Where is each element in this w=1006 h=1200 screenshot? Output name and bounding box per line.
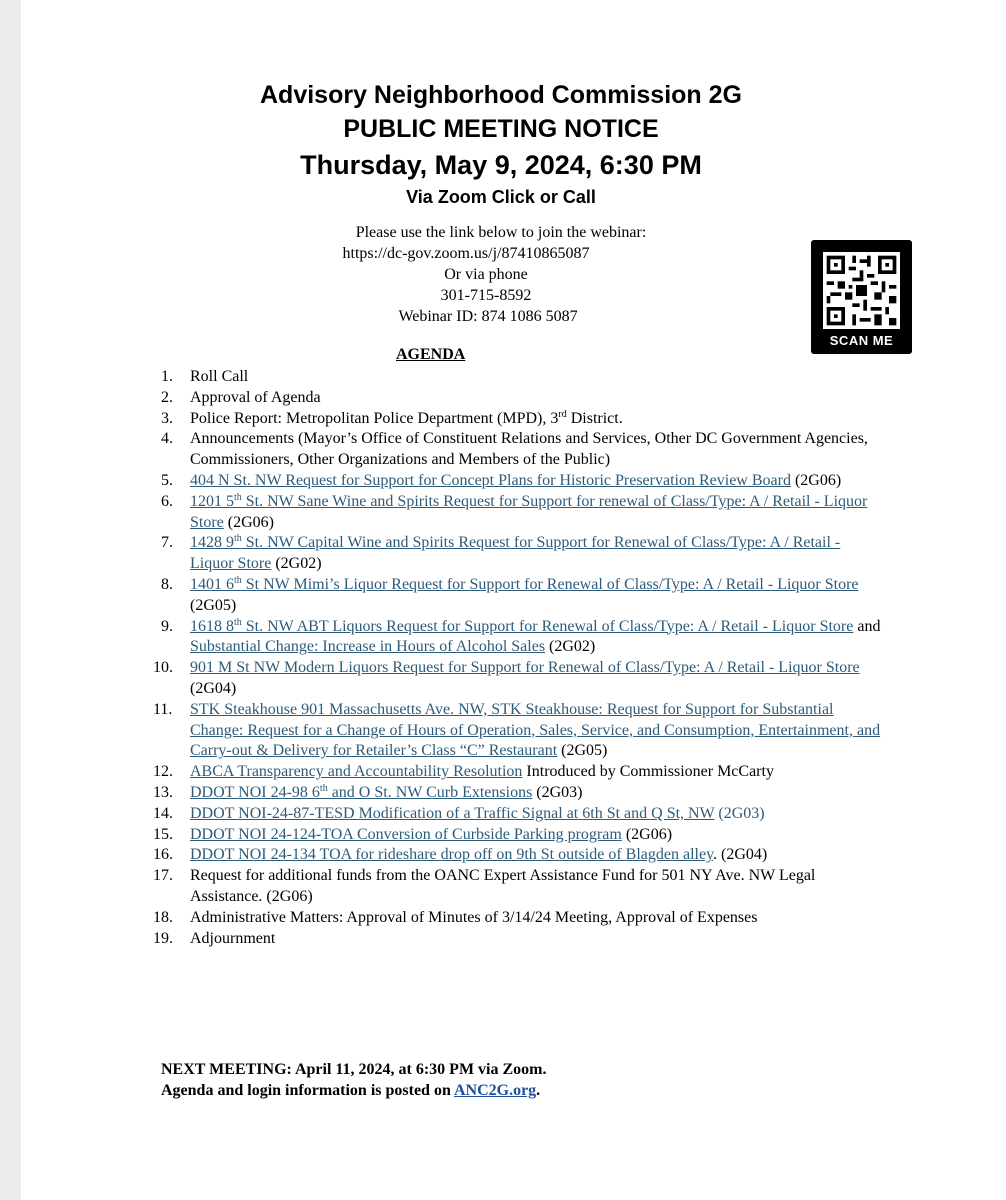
agenda-item	[153, 825, 881, 846]
modern-liquors-link[interactable]: 901 M St NW Modern Liquors Request for Support for Renewal of Class/Type: A / Retail - Liquor Store	[190, 659, 860, 677]
ordinal-suffix: rd	[558, 408, 567, 420]
item-text: Announcements (Mayor’s Office of Constituent Relations and Services, Other DC Government Agencies, Commissioners, Other Organizations and Members of the Public)	[190, 430, 868, 469]
sane-wine-link[interactable]	[190, 493, 867, 531]
item-text: (2G02)	[545, 638, 596, 656]
posted-period: .	[536, 1082, 541, 1099]
item-ward-code[interactable]: (2G03)	[718, 804, 765, 822]
link-text: 1428 9	[190, 534, 234, 552]
scan-me-label: SCAN ME	[829, 333, 894, 348]
agenda-item	[153, 929, 881, 950]
link-text: 1401 6	[190, 575, 234, 593]
item-number: 3.	[161, 409, 173, 427]
item-number: 15.	[153, 825, 173, 843]
item-text: (2G06)	[790, 471, 842, 489]
agenda-heading: AGENDA	[396, 346, 466, 363]
item-number: 9.	[161, 617, 173, 635]
agenda-item	[153, 866, 881, 908]
link-text: St. NW Capital Wine and Spirits Request for Support for Renewal of Class/Type: A / Retail - Liquor Store	[190, 534, 841, 573]
notice-page	[21, 0, 1006, 1200]
ordinal-suffix: th	[319, 782, 328, 794]
phone-label: Or via phone	[444, 266, 528, 283]
item-text: Introduced by Commissioner McCarty	[522, 763, 774, 781]
link-text: St. NW ABT Liquors Request for Support for Renewal of Class/Type: A / Retail - Liquor Store	[241, 617, 854, 635]
item-number: 7.	[161, 534, 173, 552]
item-text: Roll Call	[190, 368, 249, 385]
agenda-item	[153, 782, 881, 804]
next-meeting: NEXT MEETING: April 11, 2024, at 6:30 PM via Zoom.	[161, 1061, 547, 1078]
item-text: Approval of Agenda	[190, 388, 321, 406]
footer-block	[161, 1059, 547, 1101]
item-number: 13.	[153, 783, 173, 801]
agenda-item	[161, 575, 881, 617]
link-text: and O St. NW Curb Extensions	[327, 783, 533, 801]
posted-info	[161, 1080, 547, 1101]
rideshare-link[interactable]: DDOT NOI 24-134 TOA for rideshare drop off on 9th St outside of Blagden alley	[190, 846, 714, 864]
mimis-liquor-link[interactable]	[190, 576, 859, 593]
stk-steakhouse-link[interactable]: STK Steakhouse 901 Massachusetts Ave. NW, STK Steakhouse: Request for Support for Substantial Change: Request for a Change of Hours of Operation, Sales, Service, and Consumption, Entertainment, and Carry-out & Delivery for Retailer’s Class “C” Restaurant	[190, 700, 881, 760]
agenda-item	[153, 658, 881, 700]
qr-code-icon	[823, 252, 900, 329]
abca-resolution-link[interactable]: ABCA Transparency and Accountability Resolution	[190, 763, 523, 781]
item-number: 11.	[153, 700, 173, 718]
ordinal-suffix: th	[234, 533, 242, 545]
item-text: (2G05)	[190, 596, 237, 614]
item-text: (2G06)	[223, 513, 274, 531]
item-text: (2G04)	[190, 679, 237, 697]
agenda-item	[161, 409, 881, 430]
ordinal-suffix: th	[234, 491, 242, 503]
agenda-item	[153, 762, 881, 783]
link-text: St. NW Sane Wine and Spirits Request for Support for renewal of Class/Type: A / Retail - Liquor Store	[190, 492, 868, 531]
substantial-change-link[interactable]: Substantial Change: Increase in Hours of Alcohol Sales	[190, 638, 546, 656]
curbside-parking-link[interactable]: DDOT NOI 24-124-TOA Conversion of Curbside Parking program	[190, 825, 622, 843]
item-number: 16.	[153, 846, 173, 864]
agenda-item	[161, 388, 881, 409]
notice-header	[21, 78, 981, 209]
curb-extensions-link[interactable]	[190, 784, 532, 801]
item-number: 2.	[161, 388, 173, 406]
zoom-heading: Via Zoom Click or Call	[406, 187, 596, 207]
agenda-item	[161, 367, 881, 388]
item-number: 17.	[153, 867, 173, 885]
link-text: DDOT NOI 24-98 6	[190, 783, 320, 801]
item-text: Request for additional funds from the OANC Expert Assistance Fund for 501 NY Ave. NW Legal Assistance. (2G06)	[190, 867, 816, 905]
agenda-item	[153, 845, 881, 866]
notice-title: PUBLIC MEETING NOTICE	[343, 115, 659, 143]
item-text: Administrative Matters: Approval of Minutes of 3/14/24 Meeting, Approval of Expenses	[190, 908, 758, 926]
qr-code-badge[interactable]	[811, 240, 912, 354]
item-text: Police Report: Metropolitan Police Department (MPD), 3	[190, 409, 559, 427]
historic-preservation-link[interactable]: 404 N St. NW Request for Support for Concept Plans for Historic Preservation Review Board	[190, 471, 791, 489]
item-text: District.	[566, 409, 623, 427]
item-number: 4.	[161, 430, 173, 448]
phone-number: 301-715-8592	[440, 287, 532, 304]
item-text: Adjournment	[190, 929, 276, 947]
posted-text: Agenda and login information is posted on	[161, 1082, 454, 1099]
item-number: 19.	[153, 929, 173, 947]
ordinal-suffix: th	[234, 574, 242, 586]
webinar-instruction: Please use the link below to join the webinar:	[355, 224, 647, 241]
item-text: (2G03)	[532, 783, 583, 801]
item-text: . (2G04)	[713, 846, 768, 864]
item-number: 6.	[161, 492, 173, 510]
item-number: 14.	[153, 804, 173, 822]
agenda-item	[161, 471, 881, 492]
link-text: St NW Mimi’s Liquor Request for Support for Renewal of Class/Type: A / Retail - Liquor Store	[241, 575, 859, 593]
item-text: and	[853, 617, 881, 635]
link-text: 1201 5	[190, 492, 234, 510]
item-number: 10.	[153, 659, 173, 677]
agenda-item	[153, 804, 881, 825]
item-number: 5.	[161, 471, 173, 489]
traffic-signal-link[interactable]: DDOT NOI-24-87-TESD Modification of a Traffic Signal at 6th St and Q St, NW	[190, 804, 715, 822]
item-number: 8.	[161, 575, 173, 593]
agenda-item	[161, 617, 881, 659]
commission-title: Advisory Neighborhood Commission 2G	[260, 81, 742, 109]
webinar-url[interactable]: https://dc-gov.zoom.us/j/87410865087	[342, 245, 590, 262]
item-number: 18.	[153, 908, 173, 926]
item-text: (2G06)	[621, 825, 673, 843]
item-text: (2G05)	[557, 742, 608, 760]
link-text: 1618 8	[190, 617, 234, 635]
agenda-item	[161, 429, 881, 471]
item-text: (2G02)	[271, 555, 322, 573]
meeting-datetime: Thursday, May 9, 2024, 6:30 PM	[300, 150, 702, 180]
item-number: 12.	[153, 763, 173, 781]
anc2g-site-link[interactable]: ANC2G.org	[453, 1082, 537, 1099]
item-number: 1.	[161, 368, 173, 385]
agenda-item	[153, 700, 881, 762]
webinar-id: Webinar ID: 874 1086 5087	[398, 308, 578, 325]
agenda-list	[153, 367, 881, 949]
ordinal-suffix: th	[234, 616, 242, 628]
agenda-item	[161, 533, 881, 575]
abt-liquors-link[interactable]	[190, 618, 853, 635]
agenda-item	[161, 492, 881, 534]
agenda-item	[153, 908, 881, 929]
